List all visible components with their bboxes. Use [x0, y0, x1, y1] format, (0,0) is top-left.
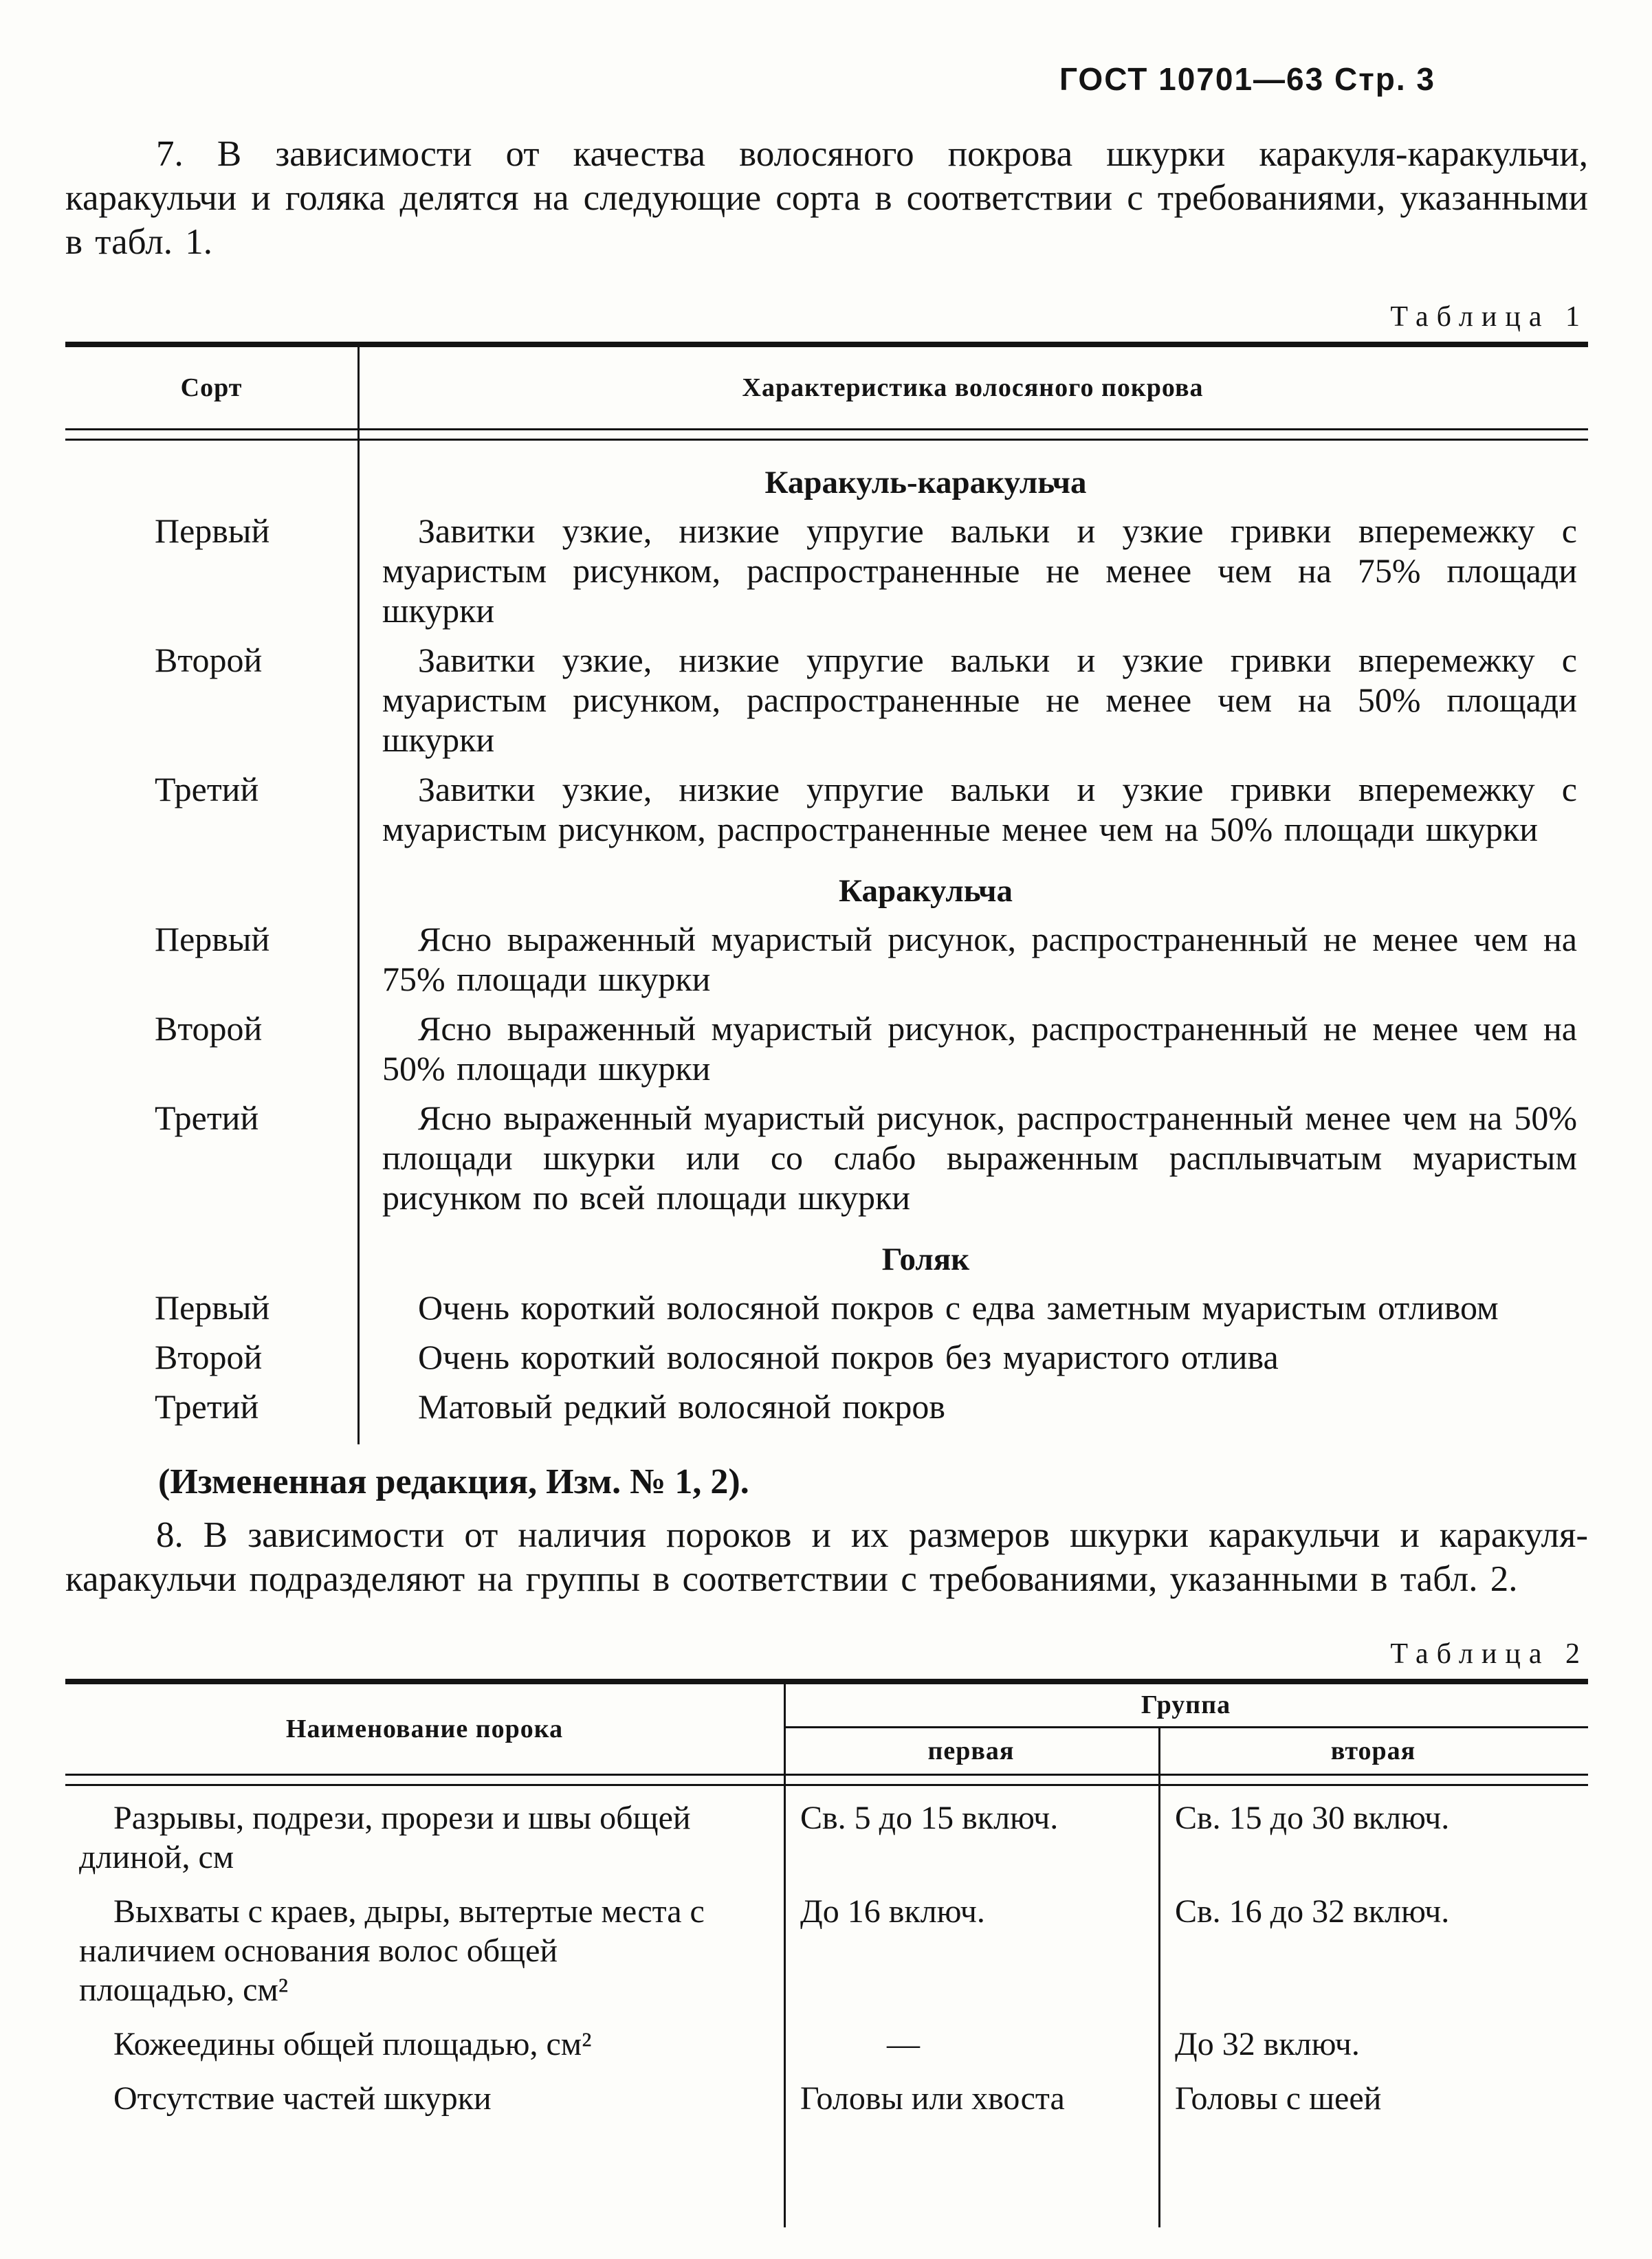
grade-cell: Третий — [155, 770, 259, 808]
group-first-cell: Св. 5 до 15 включ. — [800, 1800, 1059, 1836]
table2-column-rule-2 — [1158, 1728, 1160, 2227]
paragraph-8: 8. В зависимости от наличия пороков и их размеров шкурки каракульчи и каракуля-каракульчи подразделяют на группы в соответствии с требованиями, указанными в табл. 2. — [65, 1515, 1588, 1599]
table-row — [65, 1098, 1588, 1217]
description-cell: Очень короткий волосяной покров с едва заметным муаристым отливом — [418, 1288, 1499, 1327]
table2-header-defect-name: Наименование порока — [285, 1715, 564, 1743]
description-cell: Матовый редкий волосяной покров — [418, 1387, 945, 1426]
table2-column-rule-1 — [784, 1684, 786, 2227]
defect-cell: Кожеедины общей площадью, см² — [113, 2026, 592, 2062]
table-row — [65, 1387, 1588, 1426]
defect-cell: Разрывы, подрези, прорези и швы общей длиной, см — [79, 1800, 691, 1875]
description-cell: Ясно выраженный муаристый рисунок, распространенный менее чем на 50% площади шкурки или со слабо выраженным расплывчатым муаристым рисунком по всей площади шкурки — [382, 1099, 1577, 1217]
grade-cell: Третий — [155, 1387, 259, 1426]
group-first-cell: — — [887, 2026, 920, 2062]
group-first-cell: Головы или хвоста — [800, 2080, 1065, 2117]
table1-header-characteristic: Характеристика волосяного покрова — [742, 373, 1204, 402]
page-header-gost-number: ГОСТ 10701—63 Стр. 3 — [1059, 61, 1435, 97]
amendment-note: (Измененная редакция, Изм. № 1, 2). — [158, 1462, 749, 1501]
group-second-cell: До 32 включ. — [1175, 2026, 1360, 2062]
table2-header-group-block — [784, 1684, 1588, 1774]
group-first-cell: До 16 включ. — [800, 1893, 985, 1930]
defect-cell: Выхваты с краев, дыры, вытертые места с наличием основания волос общей площадью, см² — [79, 1893, 705, 2008]
description-cell: Завитки узкие, низкие упругие вальки и узкие гривки вперемежку с муаристым рисунком, распространенные не менее чем на 50% площади шкурки — [382, 641, 1577, 759]
table-row — [65, 1337, 1588, 1377]
table2-header-double-rule — [65, 1774, 1588, 1786]
table1-section-title-karakulcha: Каракульча — [839, 873, 1013, 909]
table-1-grades — [65, 342, 1588, 1444]
grade-cell: Третий — [155, 1099, 259, 1137]
table-row — [65, 769, 1588, 849]
table-row — [65, 919, 1588, 999]
description-cell: Завитки узкие, низкие упругие вальки и узкие гривки вперемежку с муаристым рисунком, распространенные не менее чем на 75% площади шкурки — [382, 511, 1577, 630]
table2-header-subrow — [784, 1728, 1588, 1774]
grade-cell: Первый — [155, 920, 270, 958]
table-row — [65, 1288, 1588, 1327]
description-cell: Завитки узкие, низкие упругие вальки и узкие гривки вперемежку с муаристым рисунком, распространенные менее чем на 50% площади шкурки — [382, 770, 1577, 848]
table-row — [65, 511, 1588, 630]
grade-cell: Второй — [155, 1338, 263, 1376]
table1-header-sort: Сорт — [180, 373, 243, 402]
table2-caption: Таблица 2 — [1390, 1638, 1588, 1670]
group-second-cell: Св. 15 до 30 включ. — [1175, 1800, 1450, 1836]
table1-header-row — [65, 347, 1588, 428]
table1-body — [65, 464, 1588, 1444]
grade-cell: Второй — [155, 641, 263, 679]
grade-cell: Первый — [155, 511, 270, 550]
defect-cell: Отсутствие частей шкурки — [113, 2080, 492, 2117]
table-row — [65, 1009, 1588, 1088]
table2-header-group-first: первая — [927, 1737, 1015, 1765]
group-second-cell: Головы с шеей — [1175, 2080, 1382, 2117]
table-row — [65, 2025, 1588, 2064]
description-cell: Очень короткий волосяной покров без муаристого отлива — [418, 1338, 1279, 1376]
table-row — [65, 1892, 1588, 2009]
table2-header-group: Группа — [784, 1684, 1588, 1728]
table1-column-rule — [357, 347, 360, 1444]
group-second-cell: Св. 16 до 32 включ. — [1175, 1893, 1450, 1930]
paragraph-7: 7. В зависимости от качества волосяного покрова шкурки каракуля-каракульчи, каракульчи и голяка делятся на следующие сорта в соответствии с требованиями, указанными в табл. 1. — [65, 134, 1588, 262]
table-row — [65, 1798, 1588, 1877]
table1-caption: Таблица 1 — [1390, 301, 1588, 333]
table1-section-title-karakul-karakulcha: Каракуль-каракульча — [764, 465, 1087, 500]
table-2-defect-groups — [65, 1679, 1588, 2227]
table1-section-title-golyak: Голяк — [881, 1242, 970, 1277]
description-cell: Ясно выраженный муаристый рисунок, распространенный не менее чем на 75% площади шкурки — [382, 920, 1577, 998]
grade-cell: Второй — [155, 1009, 263, 1048]
grade-cell: Первый — [155, 1288, 270, 1327]
table2-header-group-second: вторая — [1330, 1737, 1416, 1765]
table-row — [65, 2079, 1588, 2118]
table-row — [65, 640, 1588, 760]
table1-header-double-rule — [65, 428, 1588, 441]
table2-header-row — [65, 1684, 1588, 1774]
description-cell: Ясно выраженный муаристый рисунок, распространенный не менее чем на 50% площади шкурки — [382, 1009, 1577, 1088]
